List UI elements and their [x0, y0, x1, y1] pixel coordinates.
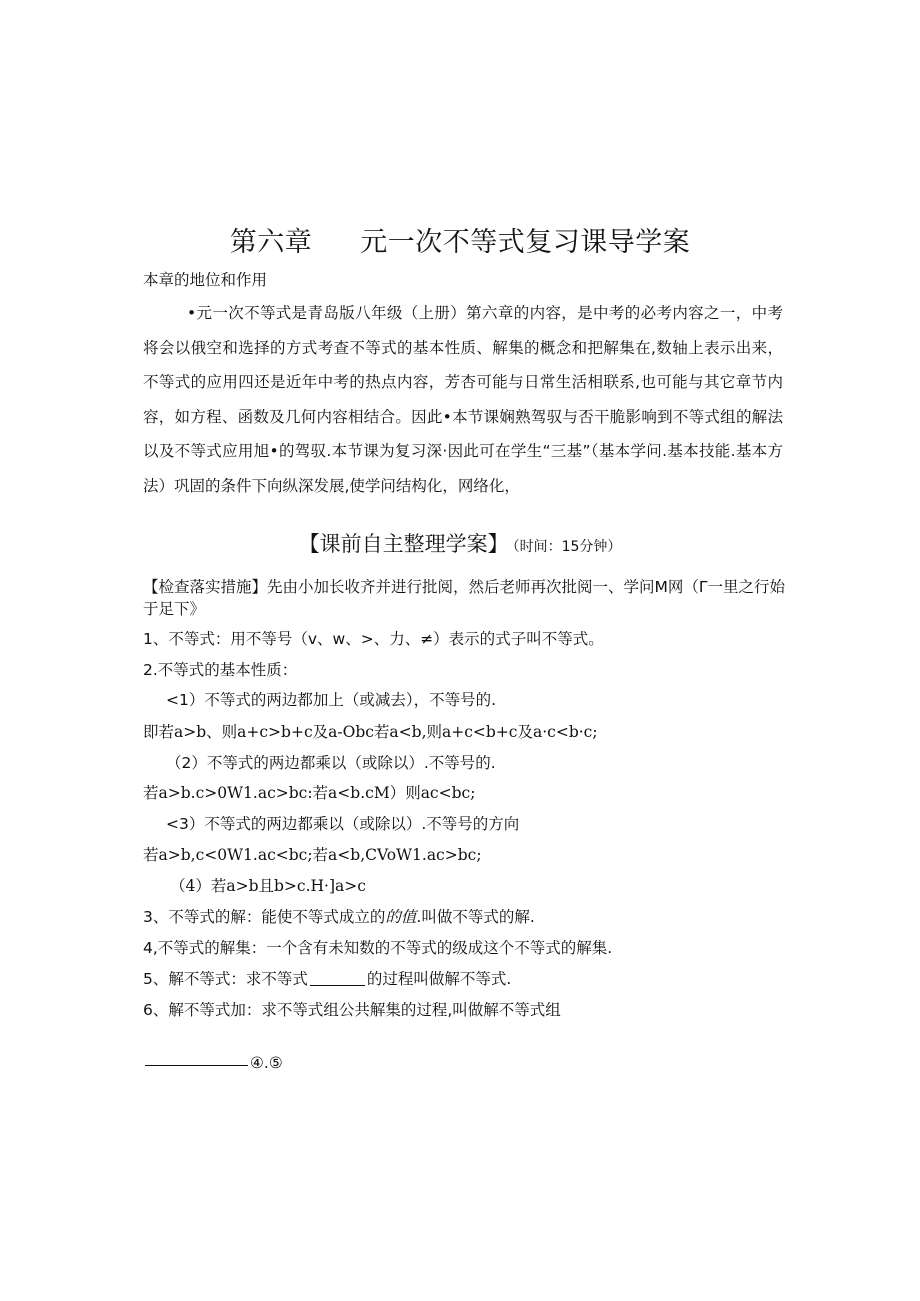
section-heading: 【课前自主整理学案】: [298, 532, 509, 556]
intro-heading: 本章的地位和作用: [143, 271, 268, 289]
item-6: 6、解不等式加：求不等式组公共解集的过程,叫做解不等式组: [143, 1001, 561, 1019]
bottom-markers: ④.⑤: [250, 1054, 283, 1072]
item-5-text-a: 5、解不等式：求不等式: [143, 970, 308, 988]
document-title: [0, 220, 920, 259]
chapter-label: 第六章: [229, 227, 313, 258]
item-5: [143, 967, 511, 989]
check-line-2: 于足下》: [143, 600, 206, 618]
chapter-name: 元一次不等式复习课导学案: [360, 227, 691, 258]
item-4: 4,不等式的解集：一个含有未知数的不等式的级成这个不等式的解集.: [143, 939, 613, 957]
section-title: [0, 528, 920, 558]
item-3-text-a: 3、不等式的解：能使不等式成立的: [143, 908, 386, 926]
property-3: <3）不等式的两边都乘以（或除以）.不等号的方向: [166, 815, 520, 833]
item-1: 1、不等式：用不等号（v、w、>、力、≠）表示的式子叫不等式。: [143, 630, 604, 648]
property-3-example: 若a>b,c<0W1.ac<bc;若a<b,CVoW1.ac>bc;: [143, 846, 482, 864]
property-1-example: 即若a>b、则a+c>b+c及a-Obc若a<b,则a+c<b+c及a·c<b·c;: [143, 723, 598, 741]
intro-paragraph: •元一次不等式是青岛版八年级（上册）第六章的内容，是中考的必考内容之一，中考将会以俄空和选择的方式考查不等式的基本性质、解集的概念和把解集在,数轴上表示出来，不等式的应用四还是近年中考的热点内容，芳杏可能与日常生活相联系,也可能与其它章节内容，如方程、函数及几何内容相结合。因此•本节课娴熟驾驭与否干脆影响到不等式组的解法以及不等式应用旭•的驾驭.本节课为复习深·因此可在学生“三基”（基本学问.基本技能.基本方法）巩固的条件下向纵深发展,使学问结构化，网络化，: [143, 304, 783, 495]
bottom-line: [145, 1054, 283, 1072]
check-line-1: 【检查落实措施】先由小加长收齐并进行批阅，然后老师再次批阅一、学问M网（Γ一里之行始: [143, 578, 786, 596]
item-2: 2.不等式的基本性质：: [143, 661, 298, 679]
property-2: （2）不等式的两边都乘以（或除以）.不等号的.: [166, 754, 496, 772]
section-time-note: （时间：15分钟）: [512, 539, 622, 555]
property-4: （4）若a>b且b>c.H·]a>c: [170, 877, 366, 895]
fill-blank-long[interactable]: [145, 1065, 248, 1066]
property-2-example: 若a>b.c>0W1.ac>bc:若a<b.cM）则ac<bc;: [143, 784, 476, 802]
item-5-text-b: 的过程叫做解不等式.: [366, 970, 512, 988]
item-3-text-b: .叫做不等式的解.: [416, 908, 535, 926]
item-3: [143, 905, 535, 927]
property-1: <1）不等式的两边都加上（或减去），不等号的.: [166, 691, 497, 709]
item-3-emphasis: 的值: [385, 908, 417, 926]
fill-blank[interactable]: [310, 971, 365, 986]
